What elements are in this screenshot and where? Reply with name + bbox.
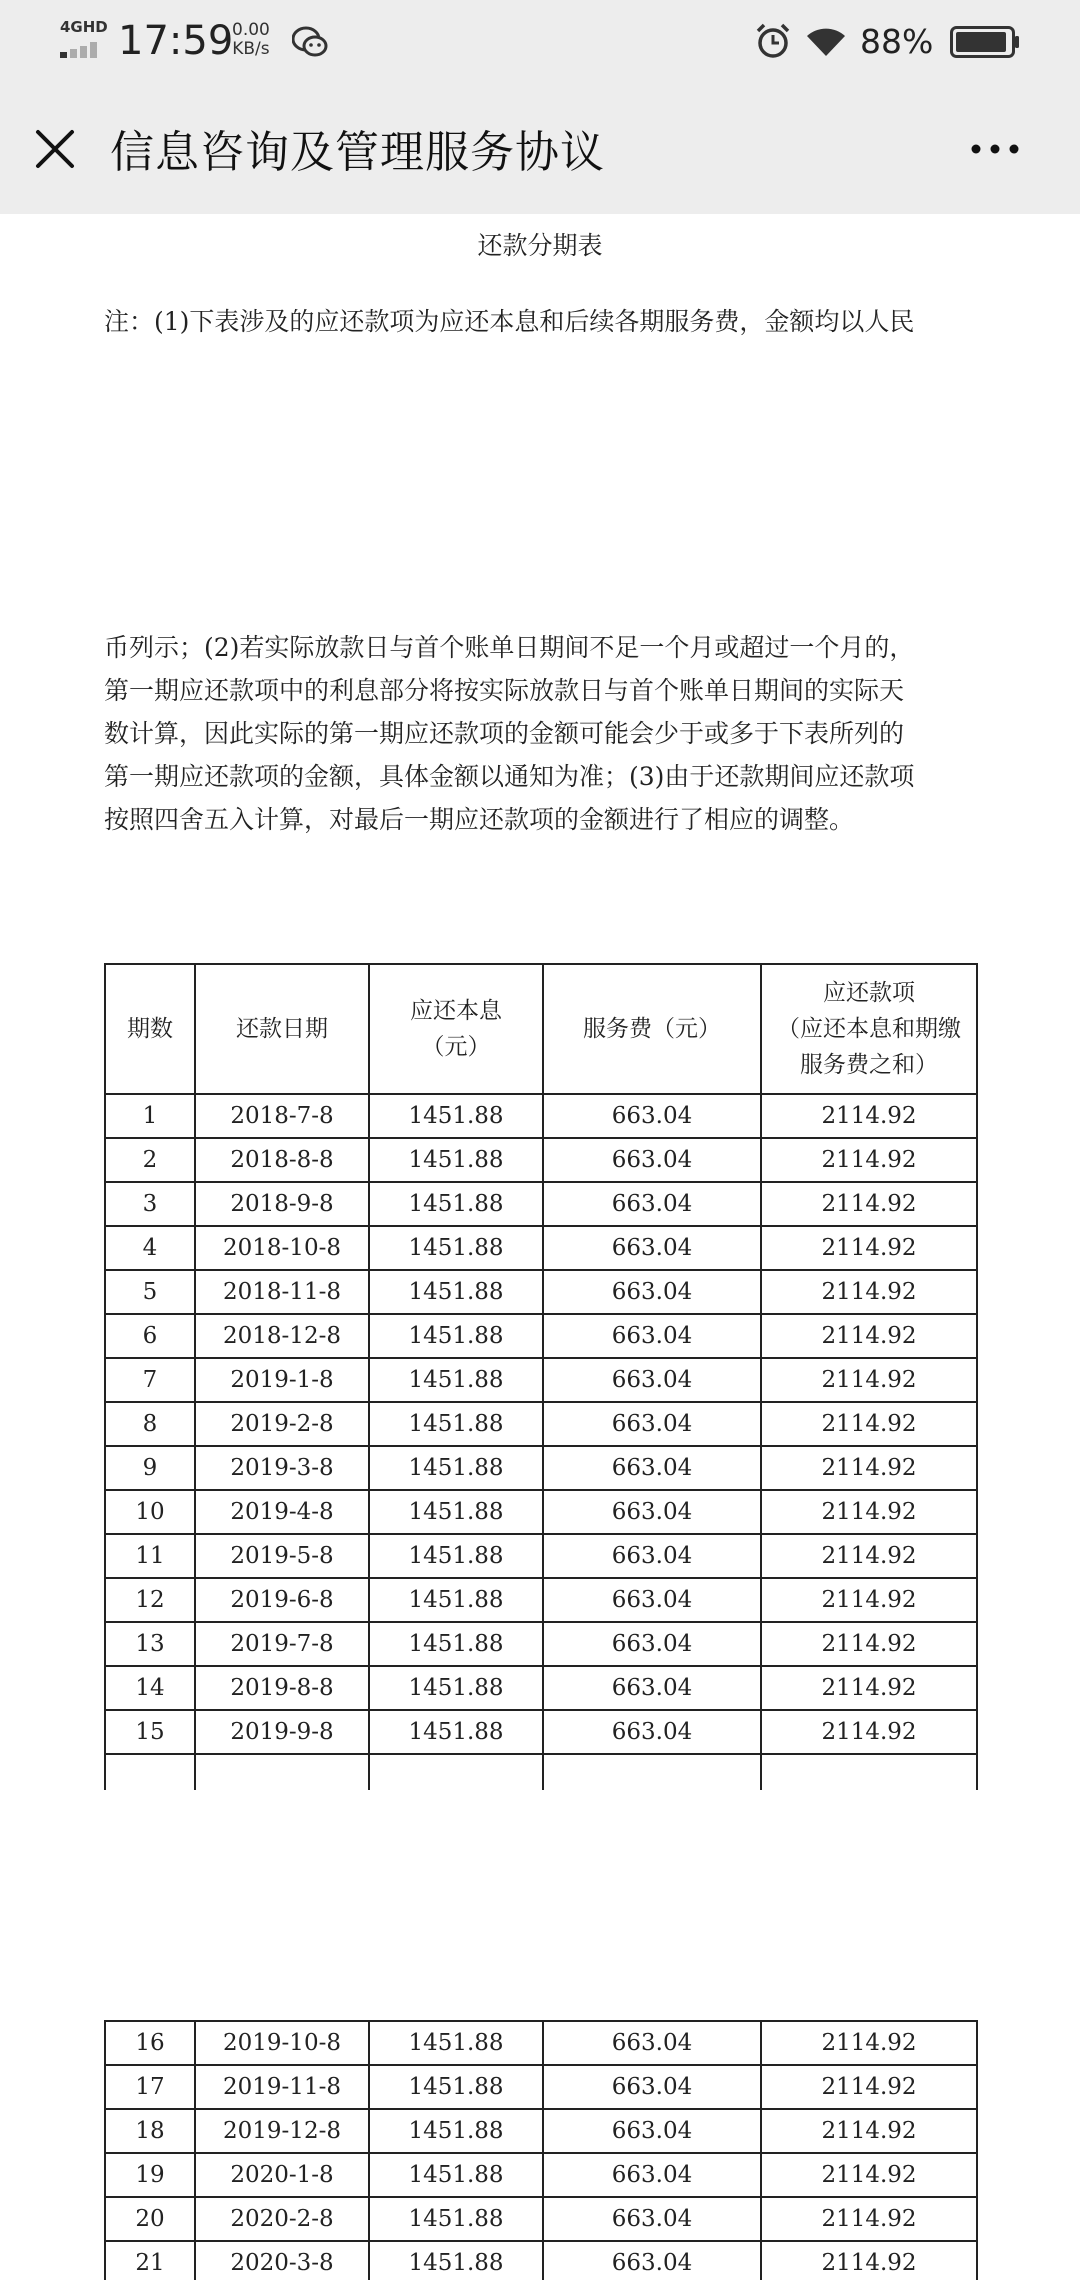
cell-fee: 663.04 xyxy=(543,2241,761,2280)
table-row xyxy=(105,1138,977,1182)
cell-period: 17 xyxy=(105,2065,195,2109)
speed-value: 0.00 xyxy=(232,20,270,40)
cell-principal: 1451.88 xyxy=(369,1402,543,1446)
note-paragraph-part1: 注：(1)下表涉及的应还款项为应还本息和后续各期服务费，金额均以人民 xyxy=(104,307,915,336)
table-row xyxy=(105,1182,977,1226)
battery-icon xyxy=(950,26,1020,58)
cell-total: 2114.92 xyxy=(761,1270,977,1314)
cell-date: 2019-11-8 xyxy=(195,2065,369,2109)
cell-fee: 663.04 xyxy=(543,1094,761,1138)
note-line: 数计算，因此实际的第一期应还款项的金额可能会少于或多于下表所列的 xyxy=(104,719,905,748)
cell-total: 2114.92 xyxy=(761,1666,977,1710)
cell-period: 16 xyxy=(105,2021,195,2065)
network-type: 4GHD xyxy=(60,18,108,36)
cell-date: 2020-1-8 xyxy=(195,2153,369,2197)
cell-fee: 663.04 xyxy=(543,2197,761,2241)
cell-total: 2114.92 xyxy=(761,1402,977,1446)
cell-fee: 663.04 xyxy=(543,1358,761,1402)
cell-total: 2114.92 xyxy=(761,1138,977,1182)
repayment-schedule-table-continued xyxy=(104,2020,978,2280)
wechat-icon xyxy=(292,26,328,58)
cell-fee: 663.04 xyxy=(543,2153,761,2197)
cell-period: 10 xyxy=(105,1490,195,1534)
table-row xyxy=(105,1490,977,1534)
cell-total: 2114.92 xyxy=(761,2065,977,2109)
cell-period: 4 xyxy=(105,1226,195,1270)
table-cell-empty xyxy=(105,1754,195,1790)
cell-period: 2 xyxy=(105,1138,195,1182)
cell-date: 2019-9-8 xyxy=(195,1710,369,1754)
cell-fee: 663.04 xyxy=(543,2109,761,2153)
table-cell-empty xyxy=(543,1754,761,1790)
repayment-schedule-table xyxy=(104,963,978,1790)
cell-principal: 1451.88 xyxy=(369,1622,543,1666)
cell-total: 2114.92 xyxy=(761,1446,977,1490)
cell-period: 6 xyxy=(105,1314,195,1358)
cell-period: 21 xyxy=(105,2241,195,2280)
cell-date: 2018-8-8 xyxy=(195,1138,369,1182)
table-cell-empty xyxy=(369,1754,543,1790)
table-row xyxy=(105,1270,977,1314)
cell-date: 2018-7-8 xyxy=(195,1094,369,1138)
cell-period: 20 xyxy=(105,2197,195,2241)
cell-period: 12 xyxy=(105,1578,195,1622)
table-row xyxy=(105,1446,977,1490)
header-total: 应还款项 （应还本息和期缴 服务费之和） xyxy=(761,964,977,1094)
cell-principal: 1451.88 xyxy=(369,1446,543,1490)
cell-total: 2114.92 xyxy=(761,1358,977,1402)
cell-total: 2114.92 xyxy=(761,1710,977,1754)
cell-period: 19 xyxy=(105,2153,195,2197)
table-header-row xyxy=(105,964,977,1094)
cell-date: 2019-8-8 xyxy=(195,1666,369,1710)
cell-principal: 1451.88 xyxy=(369,1534,543,1578)
close-icon xyxy=(35,129,75,169)
table-row xyxy=(105,2241,977,2280)
document-heading: 还款分期表 xyxy=(477,231,603,260)
cell-principal: 1451.88 xyxy=(369,1710,543,1754)
cell-period: 5 xyxy=(105,1270,195,1314)
cell-principal: 1451.88 xyxy=(369,1270,543,1314)
table-row xyxy=(105,2021,977,2065)
cell-date: 2020-3-8 xyxy=(195,2241,369,2280)
header-fee: 服务费（元） xyxy=(543,964,761,1094)
cell-fee: 663.04 xyxy=(543,1622,761,1666)
cell-fee: 663.04 xyxy=(543,1490,761,1534)
table-cell-empty xyxy=(195,1754,369,1790)
cell-principal: 1451.88 xyxy=(369,2065,543,2109)
note-line: 币列示；(2)若实际放款日与首个账单日期间不足一个月或超过一个月的， xyxy=(104,633,915,662)
cell-principal: 1451.88 xyxy=(369,1138,543,1182)
note-line: 第一期应还款项中的利息部分将按实际放款日与首个账单日期间的实际天 xyxy=(104,676,905,705)
cell-date: 2018-9-8 xyxy=(195,1182,369,1226)
cell-total: 2114.92 xyxy=(761,1314,977,1358)
page-title: 信息咨询及管理服务协议 xyxy=(110,127,605,178)
more-button[interactable] xyxy=(960,124,1030,174)
cell-total: 2114.92 xyxy=(761,1182,977,1226)
cell-period: 1 xyxy=(105,1094,195,1138)
cell-date: 2019-12-8 xyxy=(195,2109,369,2153)
cell-principal: 1451.88 xyxy=(369,1094,543,1138)
table-row xyxy=(105,1314,977,1358)
network-speed xyxy=(232,21,270,59)
alarm-icon xyxy=(754,22,792,60)
title-bar xyxy=(0,84,1080,214)
cell-fee: 663.04 xyxy=(543,1226,761,1270)
cell-principal: 1451.88 xyxy=(369,1226,543,1270)
cell-date: 2019-7-8 xyxy=(195,1622,369,1666)
cell-period: 11 xyxy=(105,1534,195,1578)
cell-total: 2114.92 xyxy=(761,2021,977,2065)
cell-period: 7 xyxy=(105,1358,195,1402)
close-button[interactable] xyxy=(28,122,82,176)
cell-period: 18 xyxy=(105,2109,195,2153)
cell-fee: 663.04 xyxy=(543,1446,761,1490)
cell-fee: 663.04 xyxy=(543,2065,761,2109)
cell-total: 2114.92 xyxy=(761,1578,977,1622)
cell-date: 2019-4-8 xyxy=(195,1490,369,1534)
cell-date: 2018-12-8 xyxy=(195,1314,369,1358)
cell-date: 2019-5-8 xyxy=(195,1534,369,1578)
cell-total: 2114.92 xyxy=(761,1094,977,1138)
header-date: 还款日期 xyxy=(195,964,369,1094)
table-row xyxy=(105,1226,977,1270)
status-bar xyxy=(0,0,1080,84)
cell-date: 2019-3-8 xyxy=(195,1446,369,1490)
table-row xyxy=(105,1094,977,1138)
table-row xyxy=(105,1534,977,1578)
cell-principal: 1451.88 xyxy=(369,2241,543,2280)
cell-principal: 1451.88 xyxy=(369,1490,543,1534)
cell-principal: 1451.88 xyxy=(369,1358,543,1402)
cell-date: 2018-11-8 xyxy=(195,1270,369,1314)
table-row xyxy=(105,1402,977,1446)
cell-fee: 663.04 xyxy=(543,1402,761,1446)
note-paragraph-part2 xyxy=(104,626,984,841)
cell-date: 2019-2-8 xyxy=(195,1402,369,1446)
cell-principal: 1451.88 xyxy=(369,1182,543,1226)
cell-period: 9 xyxy=(105,1446,195,1490)
cell-fee: 663.04 xyxy=(543,1578,761,1622)
header-period: 期数 xyxy=(105,964,195,1094)
cell-principal: 1451.88 xyxy=(369,2109,543,2153)
table-cell-empty xyxy=(761,1754,977,1790)
cell-date: 2018-10-8 xyxy=(195,1226,369,1270)
cell-fee: 663.04 xyxy=(543,1138,761,1182)
cell-fee: 663.04 xyxy=(543,2021,761,2065)
cell-date: 2019-10-8 xyxy=(195,2021,369,2065)
battery-percent: 88% xyxy=(860,22,934,61)
more-icon xyxy=(970,143,1020,155)
cell-fee: 663.04 xyxy=(543,1314,761,1358)
cell-principal: 1451.88 xyxy=(369,2153,543,2197)
table-row xyxy=(105,1666,977,1710)
cell-total: 2114.92 xyxy=(761,2153,977,2197)
cell-date: 2019-1-8 xyxy=(195,1358,369,1402)
cell-fee: 663.04 xyxy=(543,1710,761,1754)
cell-period: 14 xyxy=(105,1666,195,1710)
wifi-icon xyxy=(805,24,847,58)
table-row xyxy=(105,2153,977,2197)
table-row xyxy=(105,2065,977,2109)
speed-unit: KB/s xyxy=(232,39,270,59)
cell-total: 2114.92 xyxy=(761,1226,977,1270)
cell-fee: 663.04 xyxy=(543,1182,761,1226)
cell-period: 8 xyxy=(105,1402,195,1446)
note-line: 第一期应还款项的金额，具体金额以通知为准；(3)由于还款期间应还款项 xyxy=(104,762,915,791)
cell-principal: 1451.88 xyxy=(369,1578,543,1622)
cell-total: 2114.92 xyxy=(761,2197,977,2241)
cell-period: 15 xyxy=(105,1710,195,1754)
cell-principal: 1451.88 xyxy=(369,1314,543,1358)
cell-total: 2114.92 xyxy=(761,2109,977,2153)
table-row xyxy=(105,2197,977,2241)
cell-principal: 1451.88 xyxy=(369,2197,543,2241)
table-row xyxy=(105,1578,977,1622)
cell-total: 2114.92 xyxy=(761,2241,977,2280)
table-row-continuation xyxy=(105,1754,977,1790)
signal-icon xyxy=(60,40,106,58)
cell-total: 2114.92 xyxy=(761,1490,977,1534)
cell-total: 2114.92 xyxy=(761,1622,977,1666)
table-row xyxy=(105,1358,977,1402)
cell-date: 2020-2-8 xyxy=(195,2197,369,2241)
clock: 17:59 xyxy=(118,18,234,64)
table-row xyxy=(105,2109,977,2153)
cell-fee: 663.04 xyxy=(543,1270,761,1314)
cell-fee: 663.04 xyxy=(543,1666,761,1710)
document-content[interactable] xyxy=(0,214,1080,2280)
cell-period: 3 xyxy=(105,1182,195,1226)
cell-fee: 663.04 xyxy=(543,1534,761,1578)
cell-principal: 1451.88 xyxy=(369,2021,543,2065)
table-row xyxy=(105,1710,977,1754)
cell-period: 13 xyxy=(105,1622,195,1666)
table-row xyxy=(105,1622,977,1666)
note-line: 按照四舍五入计算，对最后一期应还款项的金额进行了相应的调整。 xyxy=(104,805,855,834)
header-principal: 应还本息 （元） xyxy=(369,964,543,1094)
cell-date: 2019-6-8 xyxy=(195,1578,369,1622)
cell-total: 2114.92 xyxy=(761,1534,977,1578)
cell-principal: 1451.88 xyxy=(369,1666,543,1710)
